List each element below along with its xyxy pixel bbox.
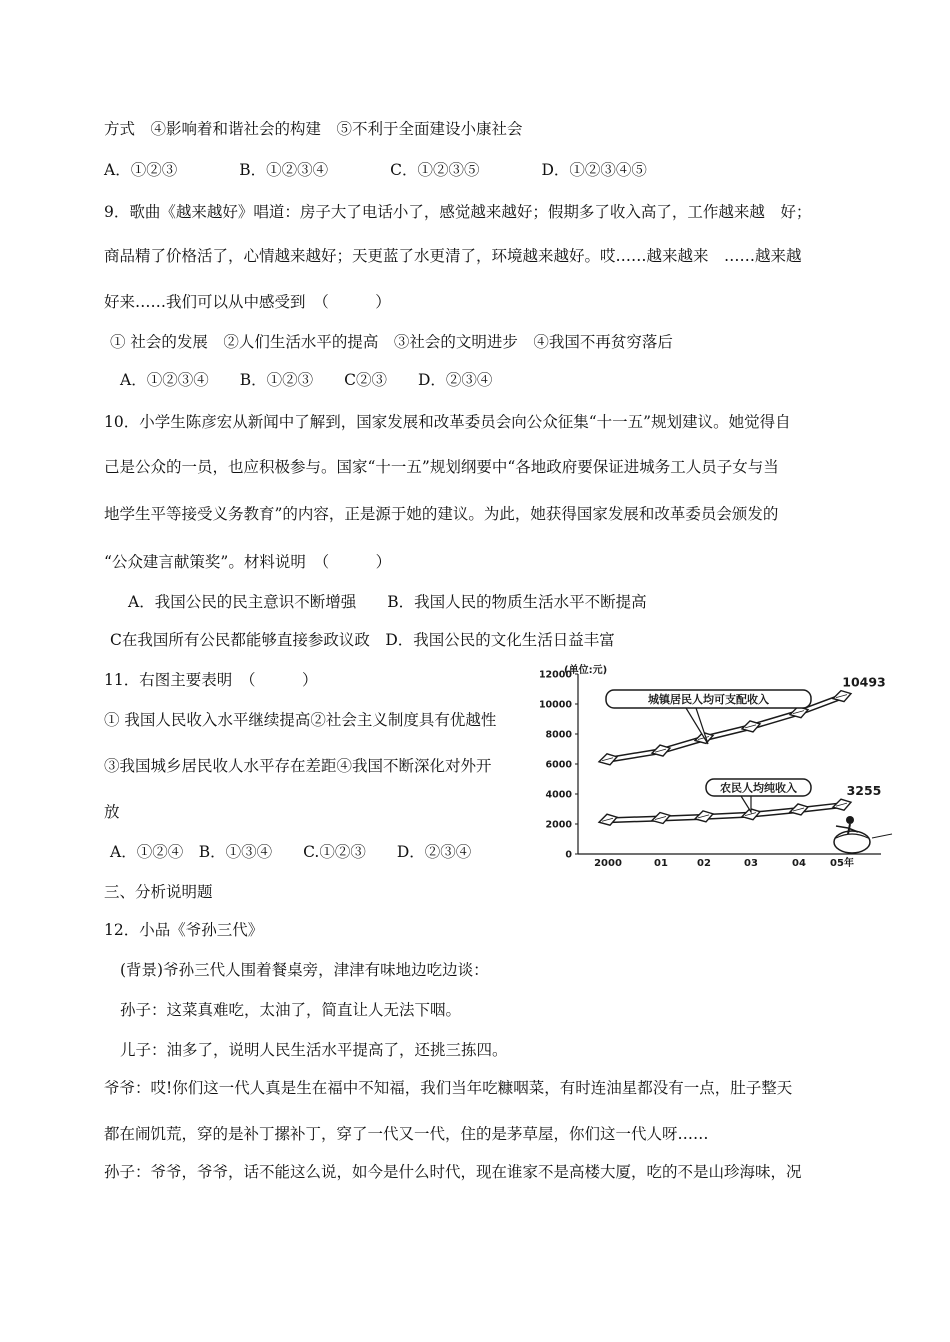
dialogue-line: (背景)爷孙三代人围着餐桌旁，津津有味地边吃边谈： [120,961,489,979]
income-chart [536,662,894,874]
dialogue-line: 儿子：油多了，说明人民生活水平提高了，还挑三拣四。 [120,1041,508,1059]
question-10-stem: 10．小学生陈彦宏从新闻中了解到，国家发展和改革委员会向公众征集“十一五”规划建议。她觉得自 [104,413,791,431]
y-tick-label: 2000 [545,819,572,831]
answer-options: A．①②④ B．①③④ C.①②③ D．②③④ [110,843,472,861]
unit-label: (单位:元) [564,665,608,676]
x-tick-label: 2000 [594,858,622,869]
x-tick-label: 03 [744,858,758,869]
y-tick-label: 0 [565,849,572,861]
x-tick-label: 04 [792,858,806,869]
dialogue-line: 孙子：爷爷，爷爷，话不能这么说，如今是什么时代，现在谁家不是高楼大厦，吃的不是山珍海味，况 [104,1163,802,1181]
text-line: 方式 ④影响着和谐社会的构建 ⑤不利于全面建设小康社会 [104,120,523,138]
series-name-label: 农民人均纯收入 [720,781,797,795]
data-point [652,813,670,824]
end-value-label: 10493 [842,674,886,690]
series-urban [599,675,886,765]
data-point [599,814,617,825]
section-heading: 三、分析说明题 [104,883,213,901]
x-tick-label: 02 [697,858,711,869]
y-tick-label: 10000 [538,699,572,711]
text-line: 商品精了价格活了，心情越来越好；天更蓝了水更清了，环境越来越好。哎……越来越来 ……越来越 [104,247,802,265]
data-point [833,799,851,810]
answer-options: C在我国所有公民都能够直接参政议政 D．我国公民的文化生活日益丰富 [110,631,615,649]
dialogue-line: 爷爷：哎!你们这一代人真是生在福中不知福，我们当年吃糠咽菜，有时连油星都没有一点，肚子整天 [104,1079,793,1097]
data-point [599,754,617,765]
y-tick-label: 8000 [545,729,572,741]
answer-options: A．我国公民的民主意识不断增强 B．我国人民的物质生活水平不断提高 [128,593,647,611]
question-12-title: 12．小品《爷孙三代》 [104,921,264,939]
answer-options: A．①②③④ B．①②③ C②③ D．②③④ [120,371,493,389]
farmer-figure-icon [834,816,892,853]
dialogue-line: 孙子：这菜真难吃，太油了，简直让人无法下咽。 [120,1001,462,1019]
series-rural [599,779,881,825]
y-tick-label: 12000 [538,669,572,681]
statement-options: ① 社会的发展 ②人们生活水平的提高 ③社会的文明进步 ④我国不再贫穷落后 [110,333,673,351]
callout-pointer [741,796,751,812]
question-11-stem: 11．右图主要表明 （ ） [104,671,318,689]
text-line: “公众建言献策奖”。材料说明 （ ） [104,553,392,571]
text-line: 地学生平等接受义务教育”的内容，正是源于她的建议。为此，她获得国家发展和改革委员会颁发的 [104,505,779,523]
dialogue-line: 都在闹饥荒，穿的是补丁摞补丁，穿了一代又一代，住的是茅草屋，你们这一代人呀…… [104,1125,709,1143]
data-point [695,811,713,822]
question-9-stem: 9．歌曲《越来越好》唱道：房子大了电话小了，感觉越来越好；假期多了收入高了，工作越来越 好； [104,203,812,221]
text-line: 放 [104,803,120,821]
data-point [790,804,808,815]
y-tick-label: 4000 [545,789,572,801]
x-tick-label: 05年 [830,858,854,869]
statement-options: ③我国城乡居民收人水平存在差距④我国不断深化对外开 [104,757,492,775]
series-name-label: 城镇居民人均可支配收入 [648,693,769,706]
text-line: 好来……我们可以从中感受到 （ ） [104,293,391,311]
data-point [652,745,670,756]
answer-options: A．①②③ B．①②③④ C．①②③⑤ D．①②③④⑤ [104,161,647,179]
end-value-label: 3255 [846,783,882,799]
data-point [742,721,760,732]
statement-options: ① 我国人民收入水平继续提高②社会主义制度具有优越性 [104,711,497,729]
x-tick-label: 01 [654,858,668,869]
y-tick-label: 6000 [545,759,572,771]
data-point [833,691,851,702]
text-line: 己是公众的一员，也应积极参与。国家“十一五”规划纲要中“各地政府要保证进城务工人员子女与当 [104,458,779,476]
